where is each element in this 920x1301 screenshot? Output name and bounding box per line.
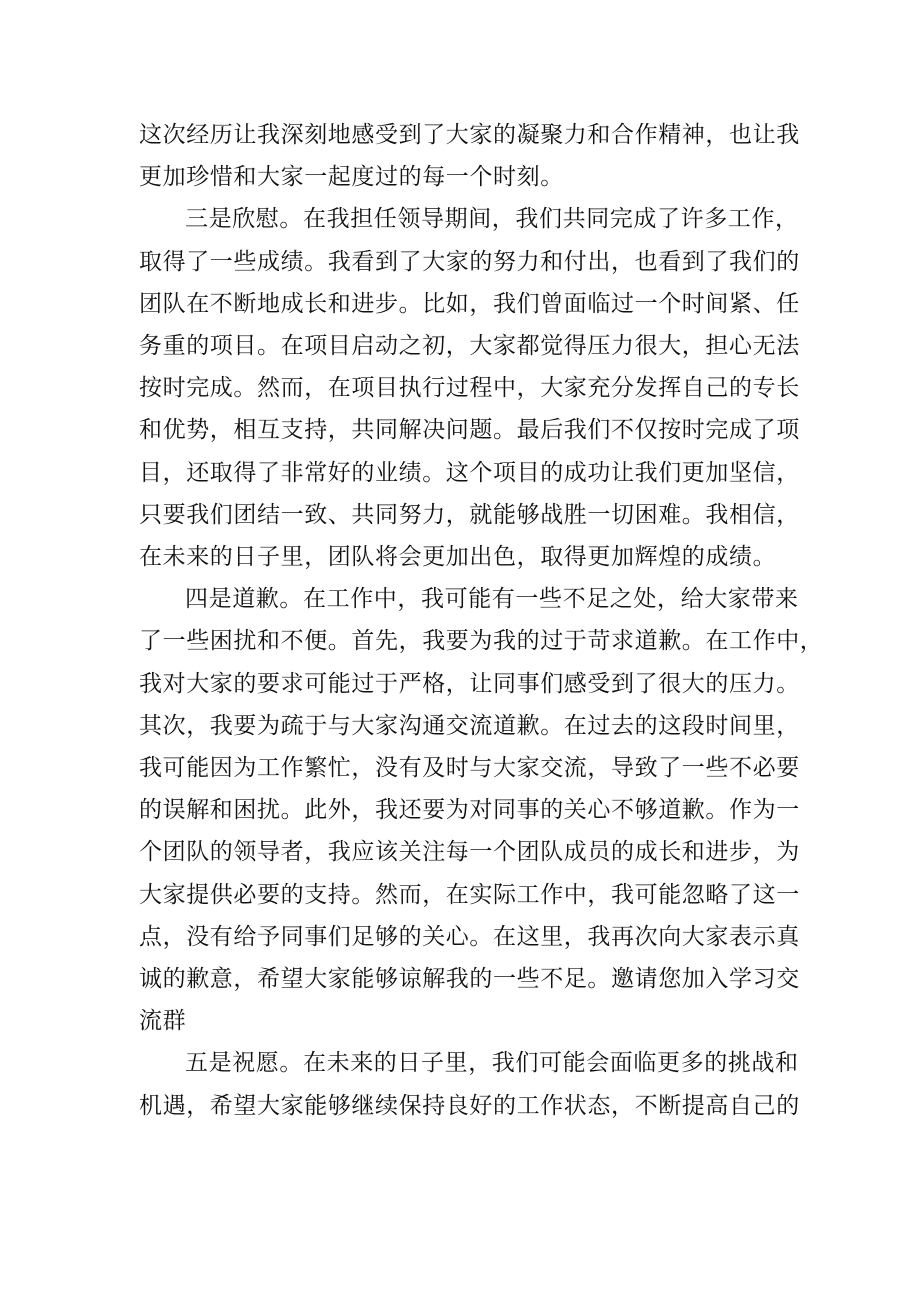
text-line: 四是道歉。在工作中，我可能有一些不足之处，给大家带来: [185, 586, 799, 613]
text-line: 点，没有给予同事们足够的关心。在这里，我再次向大家表示真: [139, 923, 800, 950]
paragraph-continuation: [139, 114, 800, 198]
text-line: 目，还取得了非常好的业绩。这个项目的成功让我们更加坚信，: [139, 459, 800, 486]
text-line: 在未来的日子里，团队将会更加出色，取得更加辉煌的成绩。: [139, 544, 777, 571]
text-line: 流群: [139, 1008, 187, 1035]
text-line: 按时完成。然而，在项目执行过程中，大家充分发挥自己的专长: [139, 375, 800, 402]
text-line: 五是祝愿。在未来的日子里，我们可能会面临更多的挑战和: [185, 1050, 799, 1077]
text-line: 诚的歉意，希望大家能够谅解我的一些不足。邀请您加入学习交: [139, 966, 800, 993]
text-line: 了一些困扰和不便。首先，我要为我的过于苛求道歉。在工作中，: [139, 628, 824, 655]
text-line: 团队在不断地成长和进步。比如，我们曾面临过一个时间紧、任: [139, 290, 800, 317]
text-line: 更加珍惜和大家一起度过的每一个时刻。: [139, 164, 564, 191]
body-text: [139, 114, 824, 1127]
text-line: 我对大家的要求可能过于严格，让同事们感受到了很大的压力。: [139, 670, 800, 697]
text-line: 和优势，相互支持，共同解决问题。最后我们不仅按时完成了项: [139, 417, 800, 444]
text-line: 只要我们团结一致、共同努力，就能够战胜一切困难。我相信，: [139, 501, 800, 528]
text-line: 我可能因为工作繁忙，没有及时与大家交流，导致了一些不必要: [139, 755, 800, 782]
text-line: 个团队的领导者，我应该关注每一个团队成员的成长和进步，为: [139, 839, 800, 866]
paragraph-gratification: [139, 198, 800, 578]
text-line: 三是欣慰。在我担任领导期间，我们共同完成了许多工作，: [185, 206, 799, 233]
paragraph-wishes: [139, 1042, 800, 1126]
text-line: 机遇，希望大家能够继续保持良好的工作状态，不断提高自己的: [139, 1092, 800, 1119]
text-line: 这次经历让我深刻地感受到了大家的凝聚力和合作精神，也让我: [139, 122, 800, 148]
text-line: 的误解和困扰。此外，我还要为对同事的关心不够道歉。作为一: [139, 797, 800, 824]
paragraph-apology: [139, 578, 824, 1042]
text-line: 大家提供必要的支持。然而，在实际工作中，我可能忽略了这一: [139, 881, 800, 908]
text-line: 取得了一些成绩。我看到了大家的努力和付出，也看到了我们的: [139, 248, 800, 275]
text-line: 其次，我要为疏于与大家沟通交流道歉。在过去的这段时间里，: [139, 712, 800, 739]
text-line: 务重的项目。在项目启动之初，大家都觉得压力很大，担心无法: [139, 333, 800, 360]
